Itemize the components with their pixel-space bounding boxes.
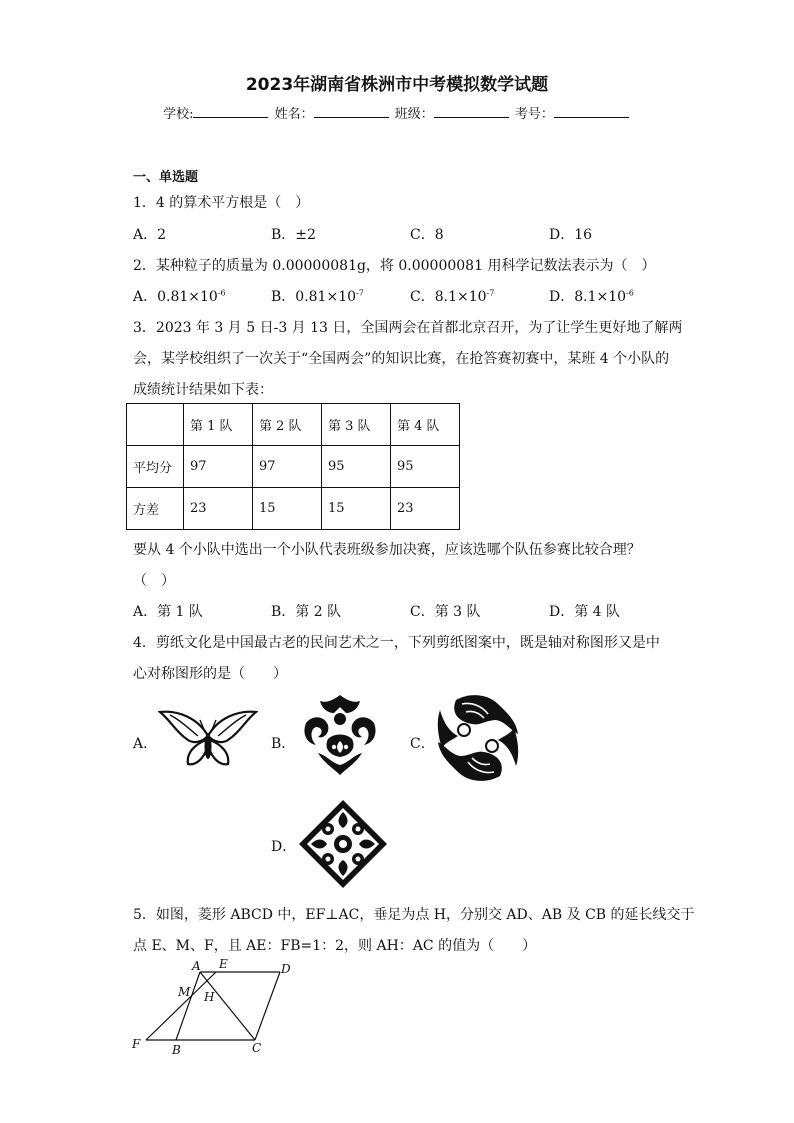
q2-option-b: B．$0.81\times 10^{-7}$	[271, 288, 364, 305]
q3-stem-line3: 成绩统计结果如下表：	[133, 382, 273, 398]
q3-option-d: D．第 4 队	[549, 604, 621, 620]
student-info-fields	[0, 103, 794, 122]
q2-stem: 2．某种粒子的质量为 0.00000081g，将 0.00000081 用科学记数法表示为（ ）	[133, 258, 656, 274]
q3-option-a: A．第 1 队	[133, 604, 203, 620]
table-row	[127, 446, 460, 488]
table-cell: 方差	[127, 488, 184, 530]
square-papercut-image	[297, 798, 389, 890]
q5-stem-line2: 点 E、M、F，且 AE：FB=1：2，则 AH：AC 的值为（ ）	[133, 938, 537, 954]
label-c: C	[252, 1041, 262, 1055]
q4-stem-line1: 4．剪纸文化是中国最古老的民间艺术之一，下列剪纸图案中，既是轴对称图形又是中	[133, 635, 660, 651]
line-a-b	[176, 972, 200, 1040]
class-blank	[434, 105, 509, 118]
q2-option-a: A．$0.81\times 10^{-6}$	[133, 288, 226, 305]
q4-stem-line2: 心对称图形的是（ ）	[133, 666, 287, 682]
q3-option-c: C．第 3 队	[410, 604, 481, 620]
line-e-f	[146, 972, 216, 1040]
label-b: B	[172, 1043, 181, 1057]
q4-option-a-label: A．	[133, 736, 158, 752]
line-a-c	[200, 972, 255, 1040]
table-cell: 第 4 队	[391, 404, 460, 446]
q1-option-d: D．16	[549, 227, 593, 243]
table-cell: 23	[184, 488, 253, 530]
table-cell: 第 3 队	[322, 404, 391, 446]
exam-no-label: 考号：	[514, 107, 554, 122]
q1-stem: 1．4 的算术平方根是（ ）	[133, 195, 310, 211]
table-cell: 95	[391, 446, 460, 488]
q5-stem-line1: 5．如图，菱形 ABCD 中，EF⊥AC，垂足为点 H，分别交 AD、AB 及 CB 的延长线交于	[133, 907, 695, 923]
label-d: D	[281, 962, 291, 976]
floral-papercut-image	[298, 693, 382, 777]
q2-option-c: C．$8.1\times 10^{-7}$	[410, 288, 495, 305]
school-blank	[193, 105, 268, 118]
q4-option-b-label: B．	[271, 736, 296, 752]
q4-option-d-label: D．	[271, 839, 297, 855]
q3-stem-line1: 3．2023 年 3 月 5 日-3 月 13 日，全国两会在首都北京召开，为了让学生更好地了解两	[133, 320, 683, 336]
table-header-row	[127, 404, 460, 446]
table-cell: 95	[322, 446, 391, 488]
score-table	[126, 403, 460, 530]
label-h: H	[204, 990, 215, 1004]
q3-question: 要从 4 个小队中选出一个小队代表班级参加决赛，应该选哪个队伍参赛比较合理？	[133, 542, 641, 558]
table-cell: 平均分	[127, 446, 184, 488]
fish-papercut-image	[436, 690, 520, 786]
rhombus-geometry-figure	[128, 958, 300, 1058]
school-label: 学校:	[163, 107, 194, 122]
q3-option-b: B．第 2 队	[271, 604, 342, 620]
line-d-c	[255, 972, 280, 1040]
table-cell: 15	[253, 488, 322, 530]
exam-no-blank	[554, 105, 629, 118]
butterfly-papercut-image	[158, 706, 258, 770]
name-label: 姓名：	[274, 107, 314, 122]
table-cell: 97	[253, 446, 322, 488]
table-cell: 97	[184, 446, 253, 488]
page-title: 2023年湖南省株洲市中考模拟数学试题	[245, 75, 549, 95]
q1-option-a: A．2	[133, 227, 167, 243]
section-heading: 一、单选题	[133, 170, 199, 185]
name-blank	[314, 105, 389, 118]
label-e: E	[219, 958, 228, 971]
q1-option-c: C．8	[410, 227, 444, 243]
q3-stem-line2: 会，某学校组织了一次关于“全国两会”的知识比赛，在抢答赛初赛中，某班 4 个小队的	[133, 351, 670, 367]
table-cell: 第 2 队	[253, 404, 322, 446]
q3-answer-bracket: （ ）	[133, 573, 175, 589]
table-cell	[127, 404, 184, 446]
label-a: A	[192, 959, 201, 973]
label-f: F	[132, 1037, 141, 1051]
q1-option-b: B．±2	[271, 227, 316, 243]
class-label: 班级：	[394, 107, 434, 122]
table-cell: 15	[322, 488, 391, 530]
q4-option-c-label: C．	[410, 736, 435, 752]
label-m: M	[178, 985, 191, 999]
q2-option-d: D．$8.1\times 10^{-6}$	[549, 288, 634, 305]
table-cell: 23	[391, 488, 460, 530]
table-row	[127, 488, 460, 530]
table-cell: 第 1 队	[184, 404, 253, 446]
